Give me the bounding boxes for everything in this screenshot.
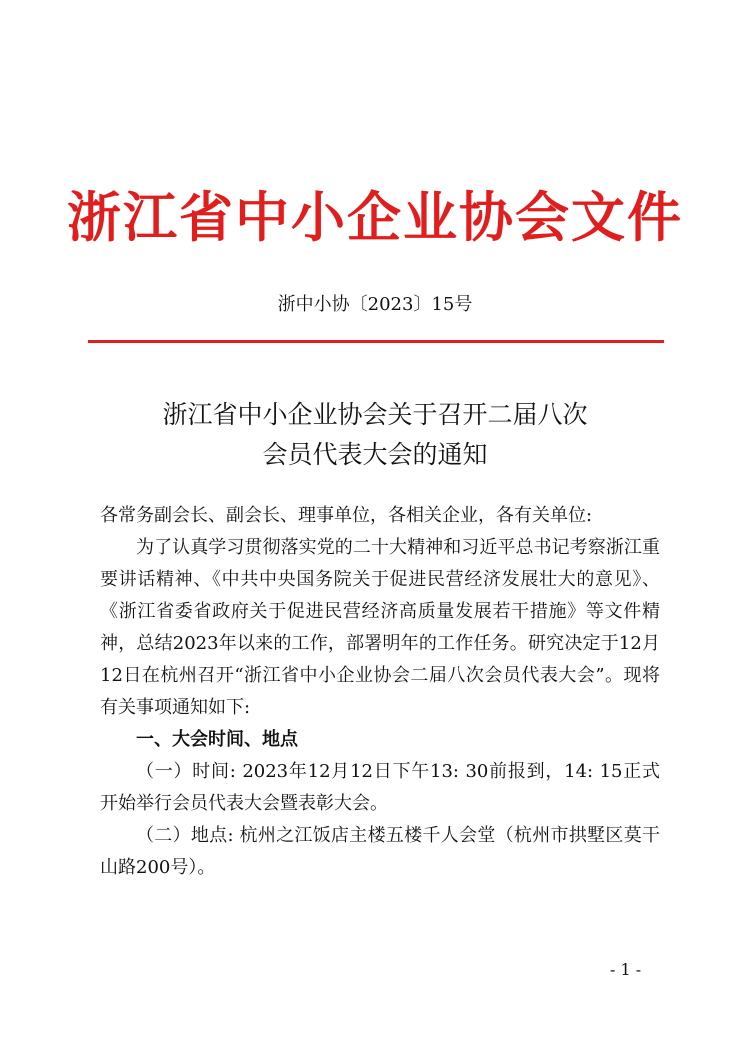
red-divider-line [88,340,664,343]
document-number: 浙中小协〔2023〕15号 [277,294,473,315]
item-location: （二）地点: 杭州之江饭店主楼五楼千人会堂（杭州市拱墅区莫干山路200号）。 [100,825,660,878]
intro-paragraph: 为了认真学习贯彻落实党的二十大精神和习近平总书记考察浙江重要讲话精神、《中共中央国务院关于促进民营经济发展壮大的意见》、《浙江省委省政府关于促进民营经济高质量发展若干措施》等文件精神，总结2023年以来的工作，部署明年的工作任务。研究决定于12月12日在杭州召开“浙江省中小企业协会二届八次会员代表大会”。现将有关事项通知如下: [100,537,660,718]
item-time: （一）时间: 2023年12月12日下午13: 30前报到，14: 15正式开始举行会员代表大会暨表彰大会。 [100,761,660,814]
section-heading-1: 一、大会时间、地点 [136,729,298,750]
notice-title-line-1: 浙江省中小企业协会关于召开二届八次 [162,400,588,429]
notice-title [0,395,750,475]
letterhead-title: 浙江省中小企业协会文件 [67,185,683,249]
salutation: 各常务副会长、副会长、理事单位，各相关企业，各有关单位: [100,505,593,526]
notice-title-line-2: 会员代表大会的通知 [262,440,488,469]
notice-body [100,500,660,884]
page-number: - 1 - [610,960,642,979]
